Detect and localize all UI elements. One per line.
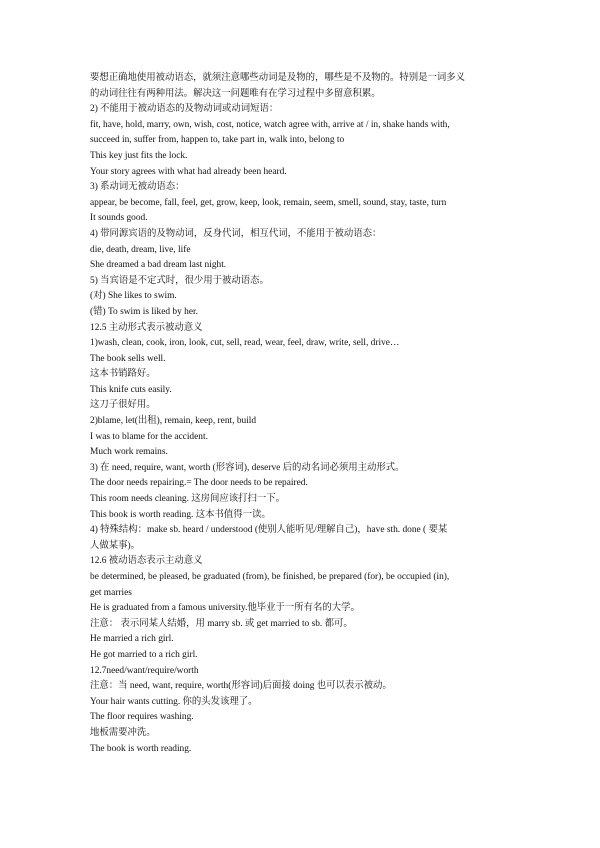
example-sentence: He is graduated from a famous university.他毕业于一所有名的大学。 (90, 603, 360, 614)
translation-line: 这本书销路好。 (90, 369, 156, 380)
example-sentence: Much work remains. (90, 447, 168, 458)
text-line: die, death, dream, live, life (90, 244, 191, 255)
example-sentence: The book is worth reading. (90, 743, 192, 754)
text-line: 人做某事)。 (90, 540, 140, 551)
text-line: fit, have, hold, marry, own, wish, cost, notice, watch agree with, arrive at / in, shake hands with, (90, 119, 450, 130)
text-line: appear, be become, fall, feel, get, grow, keep, look, remain, seem, smell, sound, stay, taste, turn (90, 197, 447, 208)
translation-line: 这刀子很好用。 (90, 400, 156, 411)
example-sentence: (对) She likes to swim. (90, 291, 177, 302)
example-sentence: It sounds good. (90, 213, 148, 224)
text-line: get marries (90, 587, 132, 598)
section-heading: 4) 特殊结构：make sb. heard / understood (使别人能听见/理解自己)，have sth. done ( 要某 (90, 525, 448, 536)
example-sentence: This key just fits the lock. (90, 150, 188, 161)
example-sentence: He got married to a rich girl. (90, 649, 198, 660)
document-body (90, 71, 530, 757)
text-line: succeed in, suffer from, happen to, take part in, walk into, belong to (90, 135, 345, 146)
example-sentence: This room needs cleaning. 这房间应该打扫一下。 (90, 494, 286, 505)
example-sentence: Your story agrees with what had already been heard. (90, 166, 287, 177)
text-line: 的动词往往有两种用法。解决这一问题唯有在学习过程中多留意积累。 (90, 88, 381, 99)
chapter-heading: 12.6 被动语态表示主动意义 (90, 556, 203, 567)
section-heading: 5) 当宾语是不定式时，很少用于被动语态。 (90, 275, 269, 286)
example-sentence: I was to blame for the accident. (90, 431, 208, 442)
text-line: 要想正确地使用被动语态，就须注意哪些动词是及物的，哪些是不及物的。特别是一词多义 (90, 73, 466, 83)
example-sentence: The floor requires washing. (90, 712, 194, 723)
note-line: 注意：当 need, want, require, worth(形容词)后面接 doing 也可以表示被动。 (90, 681, 392, 692)
chapter-heading: 12.5 主动形式表示被动意义 (90, 322, 203, 333)
example-sentence: The door needs repairing.= The door needs to be repaired. (90, 478, 308, 489)
section-heading: 3) 在 need, require, want, worth (形容词), deserve 后的动名词必须用主动形式。 (90, 462, 405, 473)
section-heading: 2) 不能用于被动语态的及物动词或动词短语： (90, 104, 279, 115)
example-sentence: He married a rich girl. (90, 634, 174, 645)
text-line: be determined, be pleased, be graduated (from), be finished, be prepared (for), be occupied (in), (90, 572, 450, 582)
section-heading: 4) 带同源宾语的及物动词，反身代词，相互代词，不能用于被动语态： (90, 228, 382, 239)
text-line: 1)wash, clean, cook, iron, look, cut, sell, read, wear, feel, draw, write, sell, drive… (90, 338, 400, 349)
translation-line: 地板需要冲洗。 (90, 727, 156, 738)
example-sentence: (错) To swim is liked by her. (90, 306, 198, 317)
example-sentence: This book is worth reading. 这本书值得一读。 (90, 509, 271, 520)
example-sentence: She dreamed a bad dream last night. (90, 260, 227, 271)
example-sentence: The book sells well. (90, 353, 166, 364)
example-sentence: This knife cuts easily. (90, 384, 172, 395)
chapter-heading: 12.7need/want/require/worth (90, 665, 199, 676)
note-line: 注意： 表示同某人结婚，用 marry sb. 或 get married to sb. 都可。 (90, 618, 353, 629)
section-heading: 3) 系动词无被动语态： (90, 182, 185, 193)
example-sentence: Your hair wants cutting. 你的头发该理了。 (90, 696, 258, 707)
text-line: 2)blame, let(出租), remain, keep, rent, build (90, 416, 257, 427)
